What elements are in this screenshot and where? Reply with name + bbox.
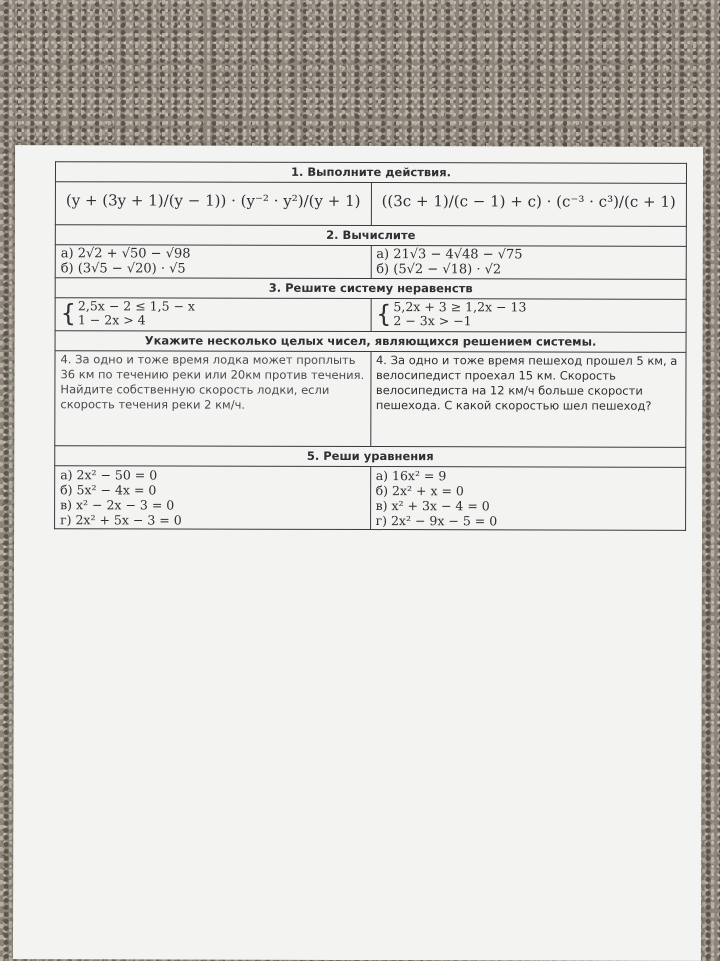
- brace-icon: {: [376, 300, 392, 329]
- task4-left-problem: 4. За одно и тоже время лодка может проплыть 36 км по течению реки или 20км против течения. Найдите собственную скорость лодки, если скорость течения реки 2 км/ч.: [55, 351, 371, 447]
- task3-system-right: [371, 299, 687, 333]
- task5-left: [55, 466, 371, 530]
- task2-right-a: а) 21√3 − 4√48 − √75: [376, 247, 523, 263]
- task2-right-b: б) (5√2 − √18) · √2: [376, 262, 502, 278]
- brace-icon: {: [60, 299, 76, 328]
- task2-left-a: а) 2√2 + √50 − √98: [60, 246, 191, 262]
- task3-right-line1: 5,2x + 3 ≥ 1,2x − 13: [393, 299, 527, 315]
- task5-right-d: г) 2x² − 9x − 5 = 0: [375, 513, 498, 529]
- task5-right-c: в) x² + 3x − 4 = 0: [375, 498, 490, 514]
- task1-title: 1. Выполните действия.: [55, 162, 686, 184]
- task3-left-line2: 1 − 2x > 4: [77, 312, 146, 328]
- task5-left-d: г) 2x² + 5x − 3 = 0: [60, 512, 182, 528]
- task2-left: [55, 245, 371, 279]
- task5-left-a: а) 2x² − 50 = 0: [60, 467, 158, 483]
- task1-expression-right: [371, 183, 687, 227]
- task5-left-b: б) 5x² − 4x = 0: [60, 482, 157, 498]
- task5-title: 5. Реши уравнения: [55, 446, 686, 468]
- worksheet-table: [54, 161, 687, 531]
- task2-title: 2. Вычислите: [55, 225, 686, 247]
- task4-right-problem: 4. За одно и тоже время пешеход прошел 5 км, а велосипедист проехал 15 км. Скорость велосипедиста на 12 км/ч больше скорости пешехода. С какой скоростью шел пешеход?: [370, 352, 686, 448]
- task2-left-b: б) (3√5 − √20) · √5: [60, 261, 186, 277]
- task3-title: 3. Решите систему неравенств: [55, 278, 686, 300]
- task3-right-line2: 2 − 3x > −1: [393, 313, 472, 329]
- task5-right: [370, 467, 686, 531]
- task1-expression-left-text: (y + (3y + 1)/(y − 1)) · (y⁻² · y²)/(y + 1): [65, 191, 361, 211]
- task5-left-c: в) x² − 2x − 3 = 0: [60, 497, 175, 513]
- task1-expression-left: [55, 182, 371, 226]
- task5-right-a: а) 16x² = 9: [375, 468, 447, 484]
- task3-note: Укажите несколько целых чисел, являющихся решением системы.: [55, 331, 686, 353]
- task2-right: [371, 246, 687, 280]
- task3-left-line1: 2,5x − 2 ≤ 1,5 − x: [77, 298, 196, 314]
- task5-right-b: б) 2x² + x = 0: [375, 483, 464, 499]
- worksheet-paper: [13, 145, 703, 961]
- task1-expression-right-text: ((3c + 1)/(c − 1) + c) · (c⁻³ · c³)/(c + 1): [381, 192, 676, 211]
- task3-system-left: [55, 298, 371, 332]
